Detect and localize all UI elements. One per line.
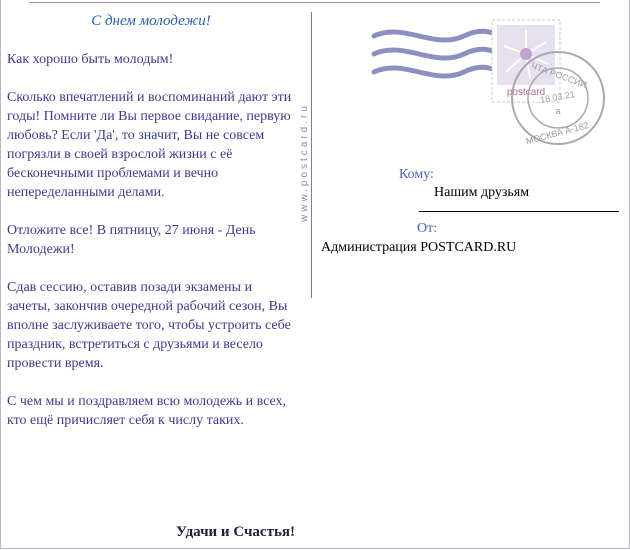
paragraph-1: Как хорошо быть молодым! — [7, 52, 174, 67]
postmark-date: 18.03.21 — [539, 89, 576, 106]
address-line — [419, 211, 619, 212]
to-value: Нашим друзьям — [434, 185, 530, 200]
closing-wish: Удачи и Счастья! — [176, 524, 295, 540]
to-label: Кому: — [399, 167, 434, 182]
postmark-code: а — [555, 106, 561, 116]
greeting-title: С днем молодежи! — [91, 13, 211, 29]
watermark-text: www.postcard.ru — [299, 103, 310, 222]
postmark-bottom: МОСКВА А-182 — [524, 119, 590, 147]
postage-stamp — [492, 20, 560, 102]
stamp-label: postcard — [506, 87, 546, 98]
center-divider — [311, 12, 312, 298]
postmark-top: ЧТА РОССИИ — [529, 60, 589, 90]
watermark — [293, 82, 313, 222]
from-value: Администрация POSTCARD.RU — [321, 240, 517, 255]
paragraph-5: С чем мы и поздравляем всю молодежь и всех, кто ещё причисляет себя к числу таких. — [7, 394, 287, 428]
top-rule — [30, 2, 600, 3]
paragraph-4: Сдав сессию, оставив позади экзамены и зачеты, закончив очередной рабочий сезон, Вы вполне заслуживаете того, чтобы устроить себе праздник, встретиться с друзьями и весело провести время. — [7, 280, 291, 371]
paragraph-2: Сколько впечатлений и воспоминаний дают эти годы! Помните ли Вы первое свидание, первую любовь? Если 'Да', то значит, Вы не совсем погрязли в своей взрослой жизни с её бесконечными проблемами и вечно непеределанными делами. — [7, 90, 292, 200]
paragraph-3: Отложите все! В пятницу, 27 июня - День Молодежи! — [7, 223, 256, 257]
from-label: От: — [417, 221, 438, 236]
stamp-area — [370, 14, 610, 164]
message-column — [7, 12, 295, 449]
postmark-waves — [374, 31, 496, 76]
